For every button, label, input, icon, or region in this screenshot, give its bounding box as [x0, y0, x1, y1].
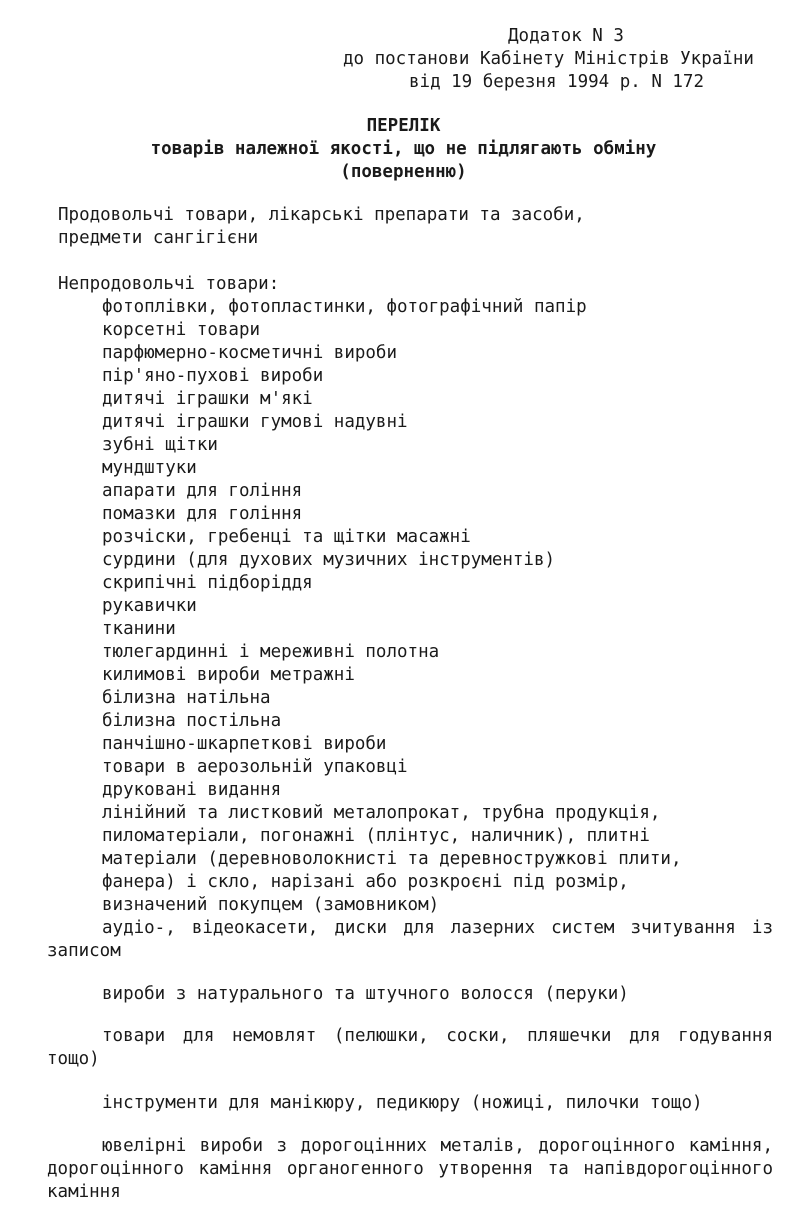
list-item: дитячі іграшки гумові надувні — [102, 412, 408, 432]
paragraph-manicure: інструменти для манікюру, педикюру (ножиці, пилочки тощо) — [102, 1093, 703, 1113]
appendix-number: Додаток N 3 — [508, 26, 624, 46]
document-title: ПЕРЕЛІК — [366, 116, 441, 136]
list-item: товари в аерозольній упаковці — [102, 757, 408, 777]
list-item: фотоплівки, фотопластинки, фотографічний папір — [102, 297, 587, 317]
list-item: білизна постільна — [102, 711, 282, 731]
food-category-line1: Продовольчі товари, лікарські препарати та засоби, — [58, 205, 585, 225]
list-item: лінійний та листковий металопрокат, трубна продукція, — [102, 803, 661, 823]
resolution-reference: до постанови Кабінету Міністрів України — [343, 49, 754, 69]
list-item: тюлегардинні і мереживні полотна — [102, 642, 440, 662]
list-item: сурдини (для духових музичних інструментів) — [102, 550, 556, 570]
list-item: друковані видання — [102, 780, 282, 800]
list-item: зубні щітки — [102, 435, 218, 455]
list-item: пиломатеріали, погонажні (плінтус, наличник), плитні — [102, 826, 650, 846]
nonfood-heading: Непродовольчі товари: — [58, 274, 280, 294]
list-item: килимові вироби метражні — [102, 665, 355, 685]
list-item: тканини — [102, 619, 176, 639]
list-item: матеріали (деревноволокнисті та деревностружкові плити, — [102, 849, 682, 869]
document-subtitle: товарів належної якості, що не підлягають обміну — [150, 139, 657, 159]
list-item: рукавички — [102, 596, 197, 616]
list-item: дитячі іграшки м'які — [102, 389, 313, 409]
list-item: парфюмерно-косметичні вироби — [102, 343, 398, 363]
list-item: фанера) і скло, нарізані або розкроєні під розмір, — [102, 872, 629, 892]
list-item: корсетні товари — [102, 320, 261, 340]
list-item: пір'яно-пухові вироби — [102, 366, 324, 386]
paragraph-baby-goods: товари для немовлят (пелюшки, соски, пляшечки для годування тощо) — [47, 1026, 773, 1069]
list-item: скрипічні підборіддя — [102, 573, 313, 593]
paragraph-wigs: вироби з натурального та штучного волосся (перуки) — [102, 984, 629, 1004]
document-subtitle-paren: (поверненню) — [340, 162, 467, 182]
list-item: білизна натільна — [102, 688, 271, 708]
food-category-line2: предмети сангігієни — [58, 228, 259, 248]
list-item: панчішно-шкарпеткові вироби — [102, 734, 387, 754]
list-item: розчіски, гребенці та щітки масажні — [102, 527, 471, 547]
list-item: мундштуки — [102, 458, 197, 478]
paragraph-audio-video: аудіо-, відеокасети, диски для лазерних систем зчитування із записом — [47, 918, 773, 961]
list-item: апарати для гоління — [102, 481, 303, 501]
list-item: помазки для гоління — [102, 504, 303, 524]
list-item: визначений покупцем (замовником) — [102, 895, 440, 915]
paragraph-jewelry: ювелірні вироби з дорогоцінних металів, дорогоцінного каміння, дорогоцінного каміння органогенного утворення та напівдорогоцінного каміння — [47, 1136, 773, 1202]
resolution-date: від 19 березня 1994 р. N 172 — [409, 72, 705, 92]
